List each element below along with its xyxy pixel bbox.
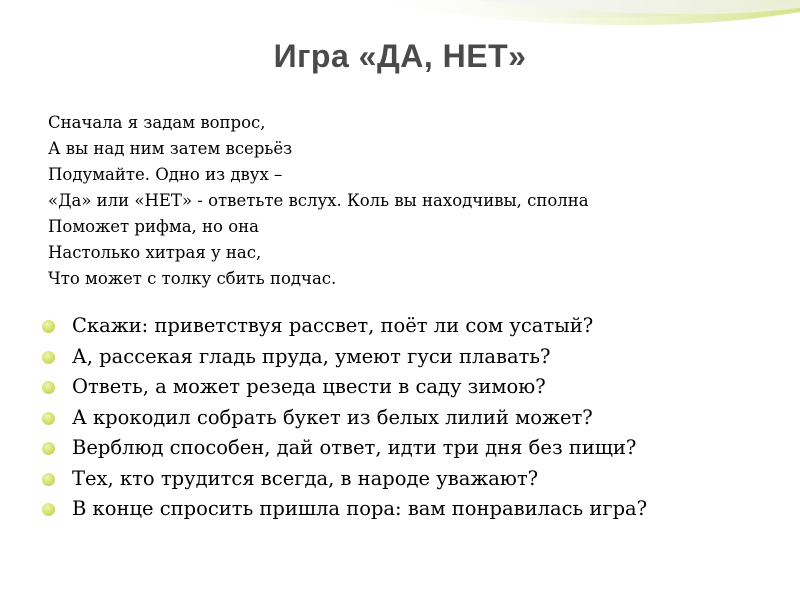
- poem-line: Подумайте. Одно из двух –: [48, 165, 283, 184]
- question-text: В конце спросить пришла пора: вам понравилась игра?: [72, 497, 648, 520]
- poem-intro: [48, 110, 768, 292]
- poem-line: Сначала я задам вопрос,: [48, 113, 266, 132]
- green-dot-icon: [42, 473, 55, 486]
- poem-line: А вы над ним затем всерьёз: [48, 139, 293, 158]
- green-dot-icon: [42, 442, 55, 455]
- question-item: [40, 372, 780, 403]
- question-item: [40, 433, 780, 464]
- poem-line: Что может с толку сбить подчас.: [48, 269, 337, 288]
- green-dot-icon: [42, 381, 55, 394]
- question-item: [40, 311, 780, 342]
- question-text: Скажи: приветствуя рассвет, поёт ли сом усатый?: [72, 314, 594, 337]
- poem-line: Настолько хитрая у нас,: [48, 243, 262, 262]
- green-dot-icon: [42, 351, 55, 364]
- question-list: [40, 311, 780, 525]
- question-item: [40, 342, 780, 373]
- question-text: Верблюд способен, дай ответ, идти три дня без пищи?: [72, 436, 637, 459]
- question-text: А, рассекая гладь пруда, умеют гуси плавать?: [72, 344, 551, 368]
- question-text: А крокодил собрать букет из белых лилий может?: [72, 405, 593, 429]
- green-dot-icon: [42, 320, 55, 333]
- green-dot-icon: [42, 503, 55, 516]
- question-item: [40, 403, 780, 434]
- slide-title: Игра «ДА, НЕТ»: [273, 38, 527, 74]
- question-item: [40, 464, 780, 495]
- question-item: [40, 494, 780, 525]
- poem-line: «Да» или «НЕТ» - ответьте вслух. Коль вы находчивы, сполна: [48, 191, 589, 210]
- green-dot-icon: [42, 412, 55, 425]
- poem-line: Поможет рифма, но она: [48, 217, 259, 236]
- question-text: Тех, кто трудится всегда, в народе уважают?: [72, 466, 539, 490]
- question-text: Ответь, а может резеда цвести в саду зимою?: [72, 375, 546, 398]
